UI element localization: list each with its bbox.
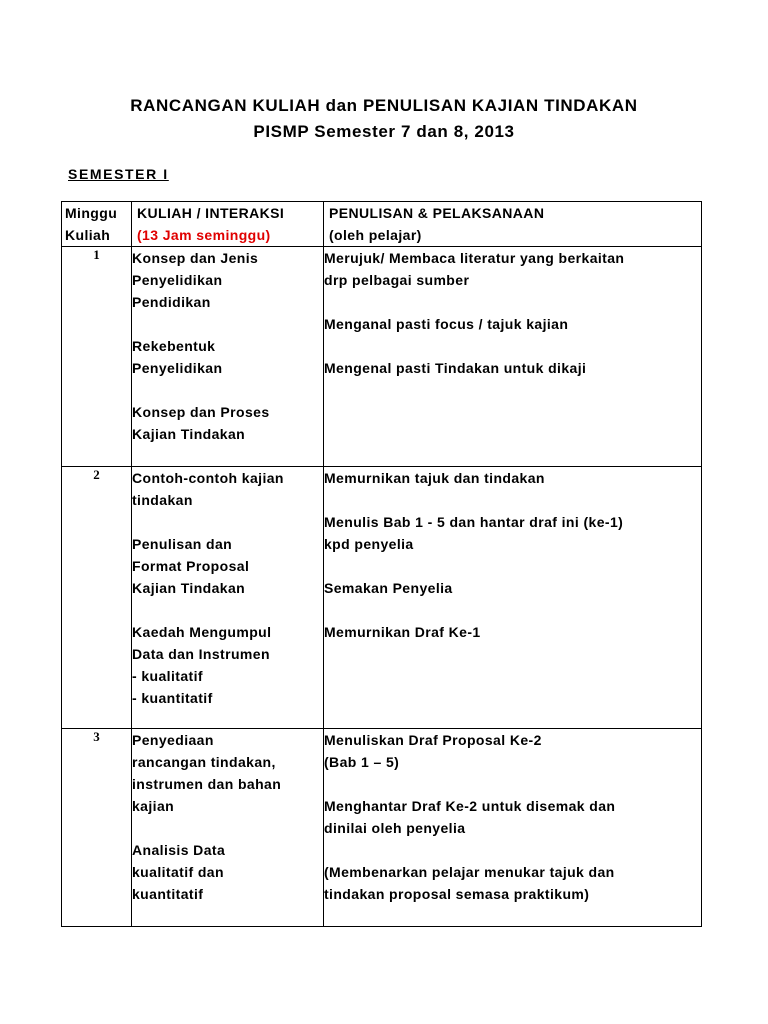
header-lecture-hours: (13 Jam seminggu) [137, 227, 271, 243]
lecture-topic: Analisis Data kualitatif dan kuantitatif [132, 842, 226, 902]
table-row [62, 467, 702, 729]
header-week-cell [62, 202, 132, 247]
header-week-line1: Minggu [65, 205, 118, 221]
header-week-line2: Kuliah [65, 227, 111, 243]
header-lecture-cell [132, 202, 324, 247]
writing-task: Menuliskan Draf Proposal Ke-2 (Bab 1 – 5) [324, 732, 542, 770]
lecture-topic: Contoh-contoh kajian tindakan [132, 470, 284, 508]
writing-cell [324, 467, 702, 729]
header-writing-line2: (oleh pelajar) [329, 227, 422, 243]
lecture-topic: Konsep dan Jenis Penyelidikan Pendidikan [132, 250, 259, 310]
section-heading: SEMESTER I [68, 166, 169, 182]
writing-task: Memurnikan Draf Ke-1 [324, 624, 481, 640]
writing-task: Memurnikan tajuk dan tindakan [324, 470, 545, 486]
writing-task: Semakan Penyelia [324, 580, 453, 596]
week-number: 3 [93, 729, 100, 744]
table-row [62, 729, 702, 927]
header-writing-line1: PENULISAN & PELAKSANAAN [329, 205, 545, 221]
writing-task: (Membenarkan pelajar menukar tajuk dan tindakan proposal semasa praktikum) [324, 864, 615, 902]
table-row [62, 247, 702, 467]
header-lecture-line1: KULIAH / INTERAKSI [137, 205, 285, 221]
week-cell [62, 729, 132, 927]
lecture-topic: Konsep dan Proses Kajian Tindakan [132, 404, 270, 442]
week-number: 2 [93, 467, 100, 482]
writing-task: Menghantar Draf Ke-2 untuk disemak dan dinilai oleh penyelia [324, 798, 616, 836]
document-subtitle: PISMP Semester 7 dan 8, 2013 [253, 122, 515, 141]
header-writing-cell [324, 202, 702, 247]
lecture-topic: Kaedah Mengumpul Data dan Instrumen - kualitatif - kuantitatif [132, 624, 272, 706]
lecture-cell [132, 467, 324, 729]
writing-task: Mengenal pasti Tindakan untuk dikaji [324, 360, 587, 376]
writing-cell [324, 247, 702, 467]
schedule-table [61, 201, 702, 927]
writing-task: Merujuk/ Membaca literatur yang berkaitan drp pelbagai sumber [324, 250, 625, 288]
week-cell [62, 467, 132, 729]
week-cell [62, 247, 132, 467]
week-number: 1 [93, 247, 100, 262]
lecture-cell [132, 247, 324, 467]
writing-cell [324, 729, 702, 927]
lecture-topic: Penyediaan rancangan tindakan, instrumen dan bahan kajian [132, 732, 282, 814]
lecture-topic: Rekebentuk Penyelidikan [132, 338, 223, 376]
lecture-cell [132, 729, 324, 927]
writing-task: Menganal pasti focus / tajuk kajian [324, 316, 569, 332]
document-title: RANCANGAN KULIAH dan PENULISAN KAJIAN TINDAKAN [130, 96, 638, 115]
lecture-topic: Penulisan dan Format Proposal Kajian Tindakan [132, 536, 250, 596]
table-header-row [62, 202, 702, 247]
writing-task: Menulis Bab 1 - 5 dan hantar draf ini (ke-1) kpd penyelia [324, 514, 624, 552]
